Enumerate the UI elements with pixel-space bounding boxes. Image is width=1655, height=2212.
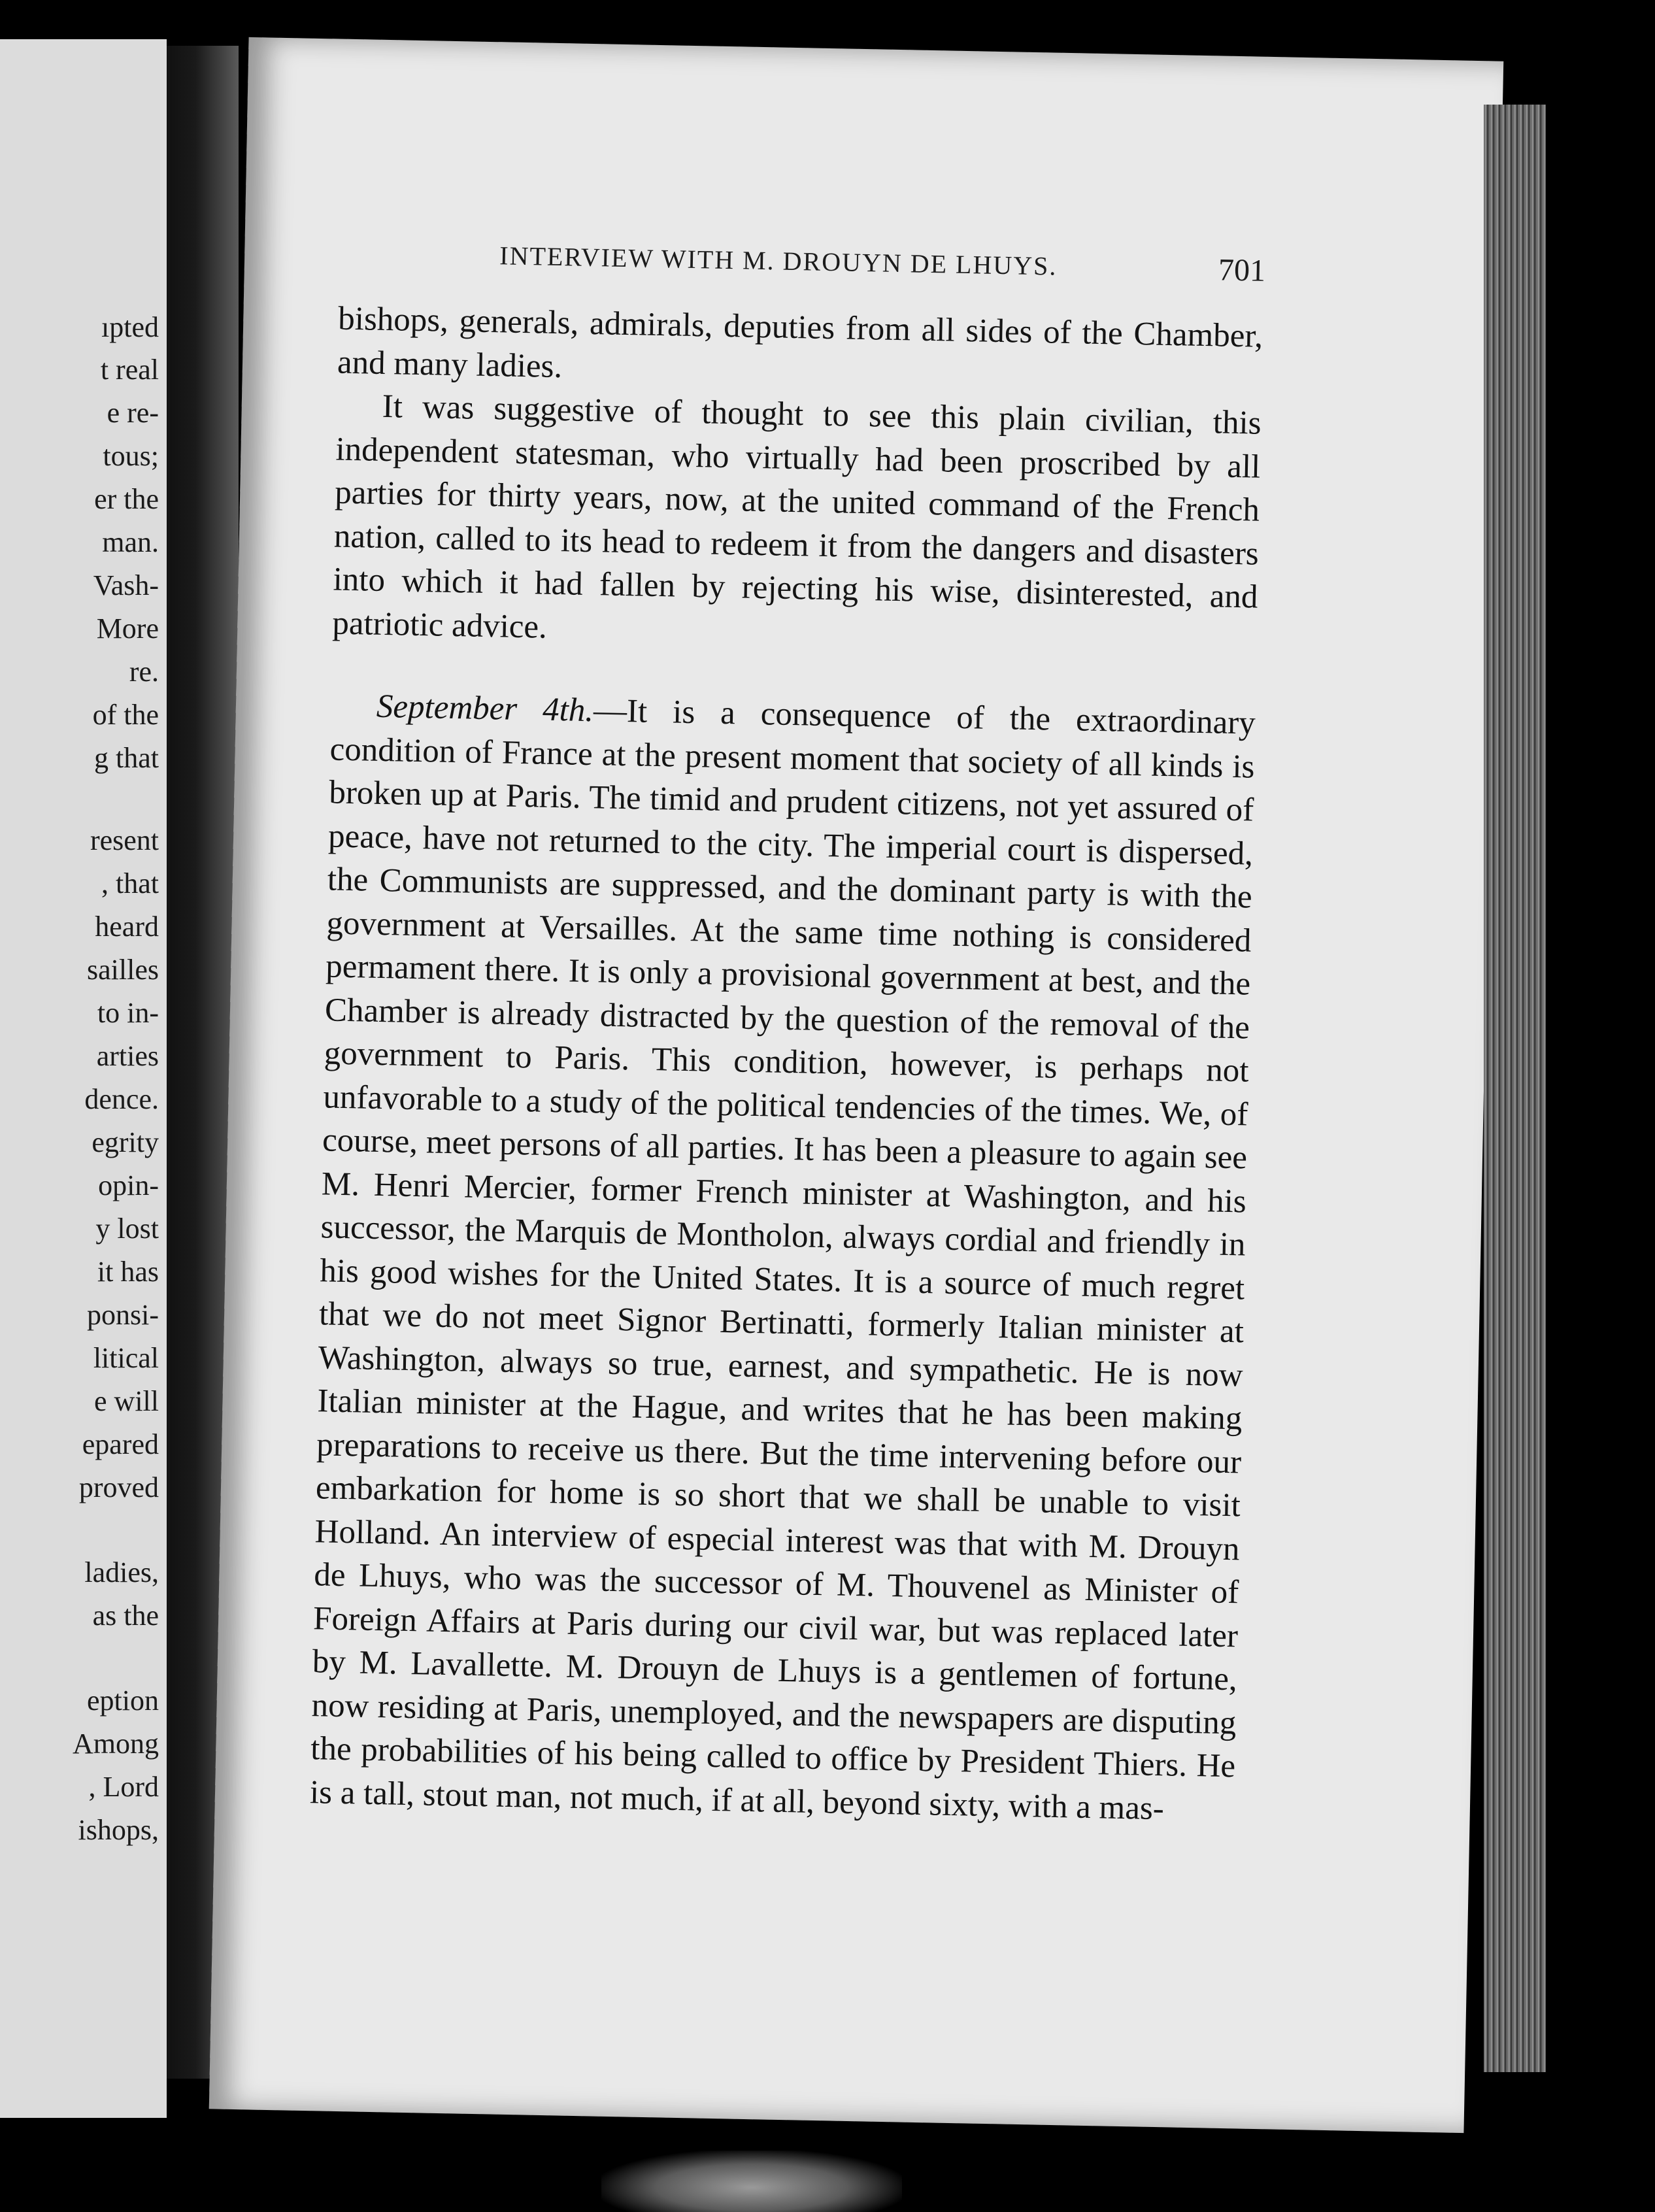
dated-entry (309, 684, 1256, 1832)
scan-artifact (601, 2151, 902, 2212)
left-fragment-line: er the (94, 483, 159, 515)
left-fragment-line: tous; (103, 440, 159, 472)
paragraph: It was suggestive of thought to see this plain civilian, this independent statesman, who virtually had been proscribed by all parties for thirty years, now, at the united command of the French nation, called to its head to redeem it from the dangers and disasters into which it had fallen by rejecting his wise, disinterested, and patriotic advice. (331, 388, 1262, 646)
left-fragment-line: proved (78, 1471, 159, 1503)
left-fragment-line: e re- (107, 397, 159, 429)
running-head: INTERVIEW WITH M. DROUYN DE LHUYS. (499, 241, 1058, 281)
left-fragment-line: g that (94, 742, 159, 774)
left-fragment-line: resent (90, 824, 159, 856)
page-body (309, 297, 1263, 1832)
left-fragment-line: ıpted (101, 311, 159, 343)
left-fragment-line: eption (87, 1684, 159, 1717)
paragraph-continued: bishops, generals, admirals, deputies from all sides of the Chamber, and many ladies. (337, 300, 1263, 385)
left-fragment-line: of the (92, 699, 159, 731)
left-fragment-line: it has (97, 1256, 159, 1288)
left-fragment-line: heard (95, 911, 159, 943)
left-fragment-line: y lost (95, 1213, 159, 1245)
left-fragment-line: , Lord (88, 1771, 159, 1803)
left-fragment-line: sailles (87, 954, 159, 986)
left-fragment-line: ishops, (78, 1814, 159, 1846)
left-fragment-line: e will (94, 1385, 159, 1417)
left-fragment-line: Among (73, 1728, 159, 1760)
left-fragment-line: to in- (97, 997, 159, 1029)
book-page (209, 37, 1504, 2133)
left-fragment-line: arties (96, 1040, 159, 1072)
left-fragment-line: More (96, 612, 159, 645)
entry-text: —It is a consequence of the extraordinary condition of France at the present moment that society of all kinds is broken up at Paris. The timid and prudent citizens, not yet assured of peace, have not returned to the city. The imperial court is dispersed, the Communists are suppressed, and the dominant party is with the government at Versailles. At the same time nothing is considered permament there. It is only a provisional government at best, and the Chamber is already distracted by the question of the removal of the government to Paris. This condition, however, is perhaps not unfavorable to a study of the political tendencies of the times. We, of course, meet persons of all parties. It has been a pleasure to again see M. Henri Mercier, former French minister at Washington, and his successor, the Marquis de Montholon, always cordial and friendly in his good wishes for the United States. It is a source of much regret that we do not meet Signor Bertinatti, formerly Italian minister at Washington, always so true, earnest, and sympathetic. He is now Italian minister at the Hague, and writes that he has been making preparations to receive us there. But the time intervening before our embarkation for home is so short that we shall be unable to visit Holland. An interview of especial interest was that with M. Drouyn de Lhuys, who was the successor of M. Thouvenel as Minister of Foreign Affairs at Paris during our civil war, but was replaced later by M. Lavallette. M. Drouyn de Lhuys is a gentlemen of fortune, now residing at Paris, unemployed, and the newspapers are disputing the probabilities of his being called to office by President Thiers. He is a tall, stout man, not much, if at all, beyond sixty, with a mas- (309, 692, 1256, 1827)
closed-page-edges (1484, 105, 1546, 2072)
left-fragment-line: ladies, (84, 1556, 159, 1588)
left-fragment-line: Vash- (93, 569, 159, 601)
left-fragment-line: , that (101, 867, 159, 899)
left-fragment-line: opin- (98, 1169, 159, 1201)
left-fragment-line: ponsi- (87, 1299, 159, 1331)
left-fragment-line: egrity (92, 1126, 159, 1158)
left-fragment-line: man. (102, 526, 159, 558)
left-fragment-line: dence. (84, 1083, 159, 1115)
left-fragment-line: re. (129, 656, 159, 688)
left-fragment-line: as the (92, 1600, 159, 1632)
entry-date: September 4th. (376, 688, 594, 729)
previous-page-fragment (0, 39, 167, 2118)
left-fragment-line: t real (100, 354, 159, 386)
page-number: 701 (1218, 252, 1266, 288)
left-fragment-line: litical (93, 1342, 159, 1374)
left-fragment-line: epared (82, 1428, 159, 1460)
